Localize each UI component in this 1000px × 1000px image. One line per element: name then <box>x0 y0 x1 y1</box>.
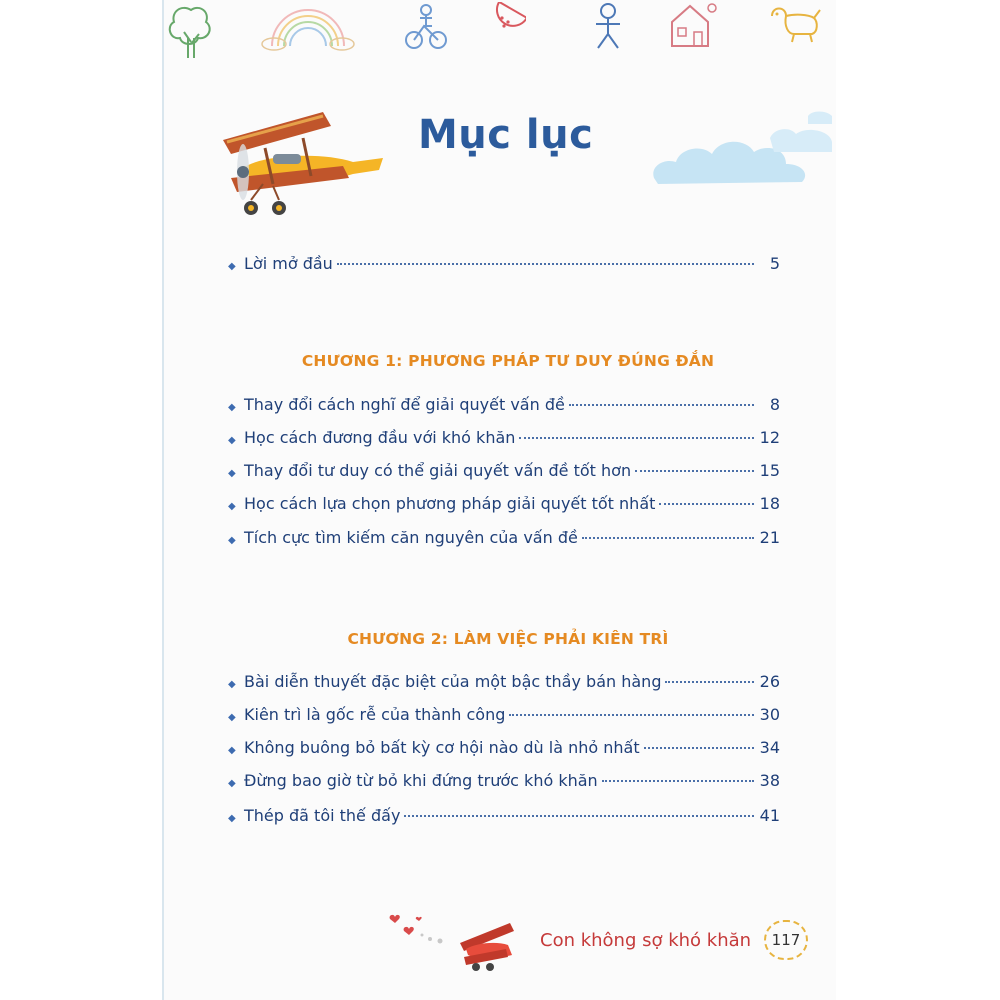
biplane-icon <box>203 108 389 218</box>
toc-entry-label: Học cách đương đầu với khó khăn <box>244 428 516 447</box>
small-biplane-icon <box>386 905 526 975</box>
toc-entry-page: 18 <box>759 494 780 513</box>
page-title: Mục lục <box>418 112 594 158</box>
toc-entry-label: Tích cực tìm kiếm căn nguyên của vấn đề <box>244 528 578 547</box>
toc-entry-page: 15 <box>759 461 780 480</box>
chapter-1-heading: CHƯƠNG 1: PHƯƠNG PHÁP TƯ DUY ĐÚNG ĐẮN <box>301 352 715 370</box>
watermelon-icon <box>486 2 526 46</box>
cloud-icon <box>650 108 836 188</box>
toc-entry-page: 38 <box>759 771 780 790</box>
toc-entry[interactable] <box>228 461 780 491</box>
dog-icon <box>764 2 826 44</box>
diamond-bullet-icon: ◆ <box>228 535 236 546</box>
toc-entry-page: 21 <box>759 528 780 547</box>
toc-entry[interactable] <box>228 494 780 524</box>
toc-entry-page: 26 <box>759 672 780 691</box>
toc-entry-intro[interactable] <box>228 254 780 284</box>
dot-leader <box>659 502 754 505</box>
toc-entry-page: 30 <box>759 705 780 724</box>
toc-entry-label: Thay đổi tư duy có thể giải quyết vấn đề tốt hơn <box>244 461 632 480</box>
toc-entry-page: 12 <box>759 428 780 447</box>
dot-leader <box>665 680 754 683</box>
tree-icon <box>166 2 216 60</box>
diamond-bullet-icon: ◆ <box>228 501 236 512</box>
dot-leader <box>337 262 754 265</box>
toc-entry-label: Học cách lựa chọn phương pháp giải quyết tốt nhất <box>244 494 656 513</box>
toc-entry[interactable] <box>228 771 780 801</box>
bicycle-icon <box>404 2 448 50</box>
diamond-bullet-icon: ◆ <box>228 778 236 789</box>
book-title: Con không sợ khó khăn <box>540 930 752 951</box>
toc-entry-label: Kiên trì là gốc rễ của thành công <box>244 705 506 724</box>
toc-entry[interactable] <box>228 528 780 558</box>
dot-leader <box>582 536 754 539</box>
toc-entry-label: Thép đã tôi thế đấy <box>244 806 401 825</box>
toc-entry-label: Đừng bao giờ từ bỏ khi đứng trước khó khăn <box>244 771 598 790</box>
rainbow-icon <box>260 2 356 52</box>
toc-entry[interactable] <box>228 672 780 702</box>
page-number: 117 <box>764 920 808 960</box>
doodle-strip <box>164 0 836 60</box>
diamond-bullet-icon: ◆ <box>228 402 236 413</box>
toc-entry-label: Bài diễn thuyết đặc biệt của một bậc thầy bán hàng <box>244 672 662 691</box>
dot-leader <box>509 713 754 716</box>
diamond-bullet-icon: ◆ <box>228 435 236 446</box>
toc-entry[interactable] <box>228 428 780 458</box>
dot-leader <box>569 403 754 406</box>
toc-entry-page: 8 <box>769 395 780 414</box>
toc-entry[interactable] <box>228 738 780 768</box>
diamond-bullet-icon: ◆ <box>228 712 236 723</box>
toc-entry[interactable] <box>228 806 780 836</box>
toc-entry-page: 34 <box>759 738 780 757</box>
chapter-2-heading: CHƯƠNG 2: LÀM VIỆC PHẢI KIÊN TRÌ <box>347 630 669 648</box>
dot-leader <box>635 469 754 472</box>
child-icon <box>588 2 628 52</box>
diamond-bullet-icon: ◆ <box>228 468 236 479</box>
toc-entry-page: 5 <box>769 254 780 273</box>
toc-entry-label: Lời mở đầu <box>244 254 333 273</box>
dot-leader <box>519 436 754 439</box>
diamond-bullet-icon: ◆ <box>228 813 236 824</box>
diamond-bullet-icon: ◆ <box>228 261 236 272</box>
toc-entry[interactable] <box>228 705 780 735</box>
dot-leader <box>602 779 754 782</box>
dot-leader <box>404 814 754 817</box>
toc-entry[interactable] <box>228 395 780 425</box>
toc-entry-label: Thay đổi cách nghĩ để giải quyết vấn đề <box>244 395 565 414</box>
diamond-bullet-icon: ◆ <box>228 745 236 756</box>
toc-entry-page: 41 <box>759 806 780 825</box>
toc-entry-label: Không buông bỏ bất kỳ cơ hội nào dù là nhỏ nhất <box>244 738 640 757</box>
dot-leader <box>644 746 754 749</box>
house-icon <box>666 2 718 48</box>
diamond-bullet-icon: ◆ <box>228 679 236 690</box>
